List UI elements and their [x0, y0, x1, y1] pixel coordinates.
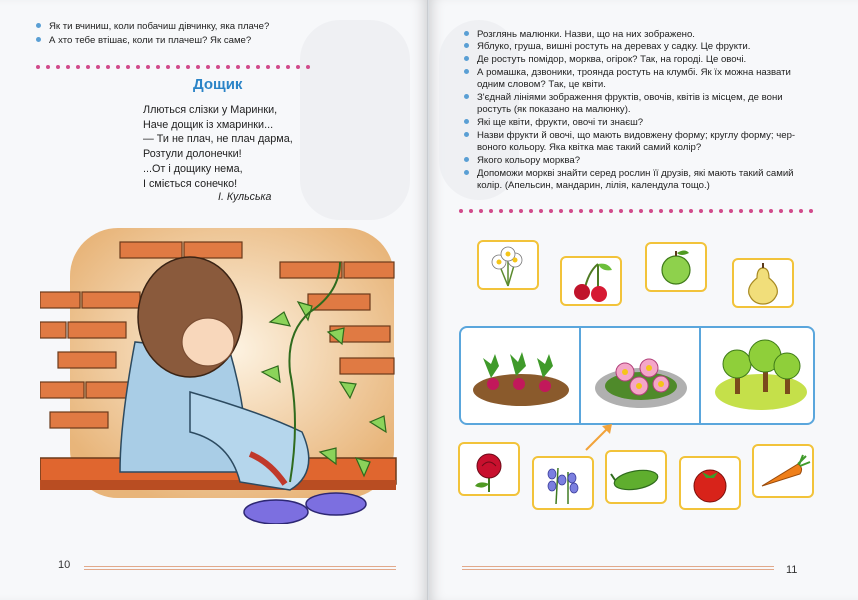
poem-title: Дощик	[193, 76, 243, 93]
dot	[469, 209, 473, 213]
dot	[799, 209, 803, 213]
dot	[739, 209, 743, 213]
dot	[789, 209, 793, 213]
dot	[639, 209, 643, 213]
dot	[256, 65, 260, 69]
dot	[499, 209, 503, 213]
vegetable-garden-icon	[461, 328, 579, 423]
dot	[689, 209, 693, 213]
cucumber-icon	[607, 452, 665, 502]
instruction-1: Розглянь малюнки. Назви, що на них зображено.	[464, 29, 695, 41]
dot	[106, 65, 110, 69]
instruction-6: Які ще квіти, фрукти, овочі ти знаєш?	[464, 117, 643, 129]
instruction-4: А ромашка, дзвоники, троянда ростуть на клумбі. Як їх можна назвати	[464, 67, 791, 79]
tomato-icon	[681, 458, 739, 508]
dot	[709, 209, 713, 213]
poem-line: ...От і дощику нема,	[143, 162, 243, 175]
flower-bed-section[interactable]	[579, 328, 699, 423]
carrot-icon	[754, 446, 812, 496]
card-pear[interactable]	[732, 258, 794, 308]
dot	[46, 65, 50, 69]
dot	[519, 209, 523, 213]
question-1: Як ти вчиниш, коли побачиш дівчинку, яка плаче?	[36, 21, 269, 33]
instruction-5-cont: ростуть (як показано на малюнку).	[477, 104, 631, 115]
orchard-section[interactable]	[699, 328, 819, 423]
bullet-icon	[464, 119, 469, 124]
flowerbed-icon	[581, 328, 699, 423]
dot	[649, 209, 653, 213]
dot	[599, 209, 603, 213]
dot	[539, 209, 543, 213]
daisy-icon	[479, 242, 537, 288]
bullet-icon	[464, 31, 469, 36]
dot	[306, 65, 310, 69]
dot	[809, 209, 813, 213]
dot	[479, 209, 483, 213]
crying-girl-illustration	[40, 222, 406, 524]
instruction-4-cont: одним словом? Так, це квіти.	[477, 79, 606, 90]
footer-rule	[84, 566, 396, 570]
bullet-icon	[464, 157, 469, 162]
dot	[136, 65, 140, 69]
bullet-icon	[464, 69, 469, 74]
cherry-icon	[562, 258, 620, 304]
dot	[206, 65, 210, 69]
question-2: А хто тебе втішає, коли ти плачеш? Як саме?	[36, 35, 251, 47]
growing-places-panel	[459, 326, 815, 425]
dot	[569, 209, 573, 213]
card-apple[interactable]	[645, 242, 707, 292]
poem-line: Наче дощик із хмаринки...	[143, 118, 274, 131]
poem-author: І. Кульська	[218, 191, 272, 203]
card-tomato[interactable]	[679, 456, 741, 510]
dot	[96, 65, 100, 69]
dot	[589, 209, 593, 213]
dot	[86, 65, 90, 69]
poem-line: — Ти не плач, не плач дарма,	[143, 133, 293, 146]
bullet-icon	[464, 94, 469, 99]
instruction-3: Де ростуть помідор, морква, огірок? Так, на городі. Це овочі.	[464, 54, 746, 66]
instruction-7-cont: воного кольору. Яка квітка має такий самий колір?	[477, 142, 702, 153]
page-number: 11	[786, 564, 798, 576]
footer-rule	[462, 566, 774, 570]
dot	[146, 65, 150, 69]
rose-icon	[460, 444, 518, 494]
dot	[679, 209, 683, 213]
card-carrot[interactable]	[752, 444, 814, 498]
dot	[609, 209, 613, 213]
instruction-7: Назви фрукти й овочі, що мають видовжену форму; круглу форму; чер-	[464, 130, 795, 142]
poem-line: Розтули долонечки!	[143, 148, 242, 161]
instruction-8: Якого кольору морква?	[464, 155, 580, 167]
dot	[286, 65, 290, 69]
arrow-icon	[582, 418, 618, 454]
background-ghost-text	[300, 20, 410, 220]
poem-line: І сміється сонечко!	[143, 177, 238, 190]
instruction-2: Яблуко, груша, вишні ростуть на деревах у садку. Це фрукти.	[464, 41, 750, 53]
dot	[126, 65, 130, 69]
dot	[236, 65, 240, 69]
dot	[749, 209, 753, 213]
apple-icon	[647, 244, 705, 290]
bench-edge	[40, 480, 396, 490]
bullet-icon	[464, 170, 469, 175]
dot	[759, 209, 763, 213]
dot	[66, 65, 70, 69]
shoe-right	[306, 493, 366, 515]
orchard-icon	[701, 328, 819, 423]
bullet-icon	[464, 132, 469, 137]
dot	[719, 209, 723, 213]
poem-line: Ллються слізки у Маринки,	[143, 104, 278, 116]
dot	[669, 209, 673, 213]
dot	[559, 209, 563, 213]
hands	[182, 318, 234, 366]
left-page	[0, 0, 428, 600]
page-number: 10	[58, 559, 71, 571]
dot	[459, 209, 463, 213]
card-rose[interactable]	[458, 442, 520, 496]
dot	[509, 209, 513, 213]
dot	[196, 65, 200, 69]
dot	[226, 65, 230, 69]
card-daisies[interactable]	[477, 240, 539, 290]
dot	[619, 209, 623, 213]
dot	[729, 209, 733, 213]
dot	[779, 209, 783, 213]
bullet-icon	[464, 56, 469, 61]
dot	[489, 209, 493, 213]
dot-divider	[459, 208, 813, 214]
dot	[116, 65, 120, 69]
dot	[529, 209, 533, 213]
instruction-9-cont: колір. (Апельсин, мандарин, лілія, календула тощо.)	[477, 180, 710, 191]
garden-bed-section[interactable]	[461, 328, 579, 423]
dot-divider	[36, 64, 310, 70]
bullet-icon	[36, 37, 41, 42]
dot	[76, 65, 80, 69]
dot	[769, 209, 773, 213]
pear-icon	[734, 260, 792, 306]
dot	[36, 65, 40, 69]
dot	[276, 65, 280, 69]
card-bluebells[interactable]	[532, 456, 594, 510]
poem-text	[143, 103, 293, 191]
dot	[246, 65, 250, 69]
dot	[156, 65, 160, 69]
dot	[186, 65, 190, 69]
dot	[549, 209, 553, 213]
dot	[56, 65, 60, 69]
bullet-icon	[36, 23, 41, 28]
card-cucumber[interactable]	[605, 450, 667, 504]
dot	[176, 65, 180, 69]
bluebell-icon	[534, 458, 592, 508]
dot	[699, 209, 703, 213]
instruction-5: З'єднай лініями зображення фруктів, овочів, квітів із місцем, де вони	[464, 92, 783, 104]
dot	[659, 209, 663, 213]
dot	[579, 209, 583, 213]
dot	[166, 65, 170, 69]
shoe-left	[244, 500, 308, 524]
bullet-icon	[464, 43, 469, 48]
dot	[216, 65, 220, 69]
dot	[296, 65, 300, 69]
instruction-9: Допоможи моркві знайти серед рослин її друзів, які мають такий самий	[464, 168, 794, 180]
dot	[629, 209, 633, 213]
card-cherries[interactable]	[560, 256, 622, 306]
dot	[266, 65, 270, 69]
